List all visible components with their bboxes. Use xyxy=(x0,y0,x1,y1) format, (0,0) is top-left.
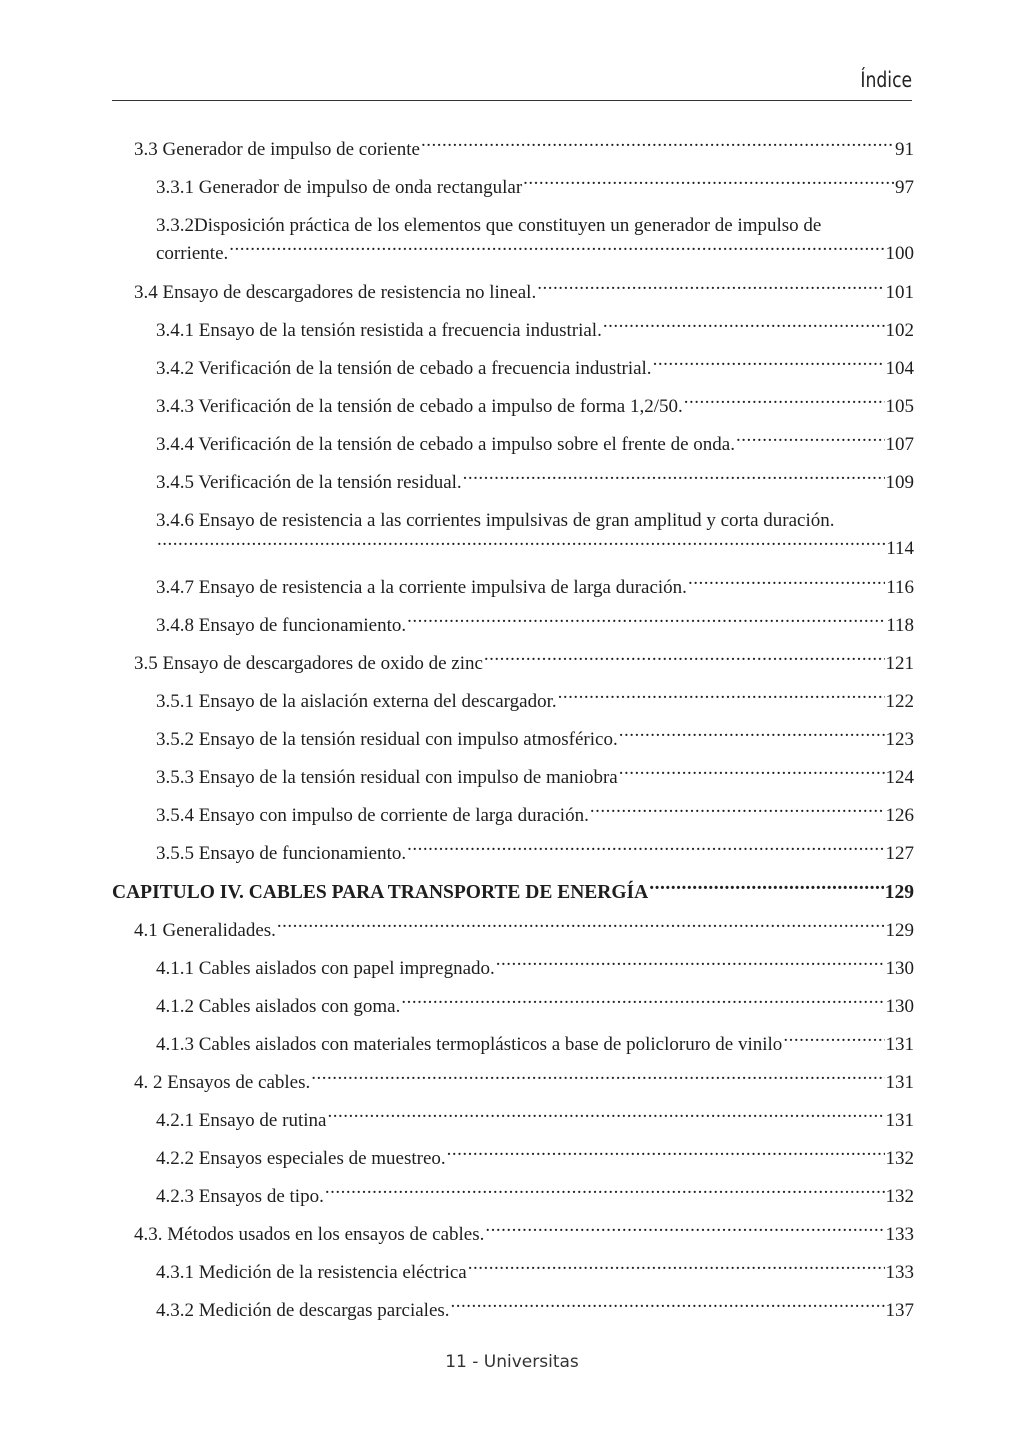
toc-entry[interactable] xyxy=(134,1069,914,1097)
toc-page-number: 137 xyxy=(885,1300,914,1321)
toc-entry-title: 3.5.3 Ensayo de la tensión residual con impulso de maniobra xyxy=(156,767,618,788)
toc-page-number: 131 xyxy=(885,1072,914,1093)
toc-page-number: 91 xyxy=(895,139,914,160)
toc-entry[interactable] xyxy=(156,726,914,754)
toc-entry-title: 4.2.2 Ensayos especiales de muestreo. xyxy=(156,1148,446,1169)
dot-leader xyxy=(649,878,884,898)
dot-leader xyxy=(523,174,894,193)
toc-page-number: 121 xyxy=(885,653,914,674)
dot-leader xyxy=(277,917,885,936)
toc-page-number: 105 xyxy=(885,396,914,417)
toc-page-number: 109 xyxy=(885,472,914,493)
toc-entry[interactable] xyxy=(156,393,914,421)
toc-entry[interactable] xyxy=(156,1145,914,1173)
toc-page-number: 127 xyxy=(885,843,914,864)
toc-entry-title: 3.5.2 Ensayo de la tensión residual con impulso atmosférico. xyxy=(156,729,618,750)
toc-page-number: 133 xyxy=(885,1262,914,1283)
dot-leader xyxy=(653,355,885,374)
toc-entry[interactable] xyxy=(156,1031,914,1059)
page-footer: 11 - Universitas xyxy=(445,1352,579,1372)
toc-entry[interactable] xyxy=(156,612,914,640)
dot-leader xyxy=(407,840,884,859)
toc-page-number: 131 xyxy=(885,1110,914,1131)
toc-entry[interactable] xyxy=(156,469,914,497)
toc-entry[interactable] xyxy=(156,1297,914,1325)
toc-entry[interactable] xyxy=(156,1259,914,1287)
toc-entry[interactable] xyxy=(156,431,914,459)
toc-entry[interactable] xyxy=(134,917,914,945)
toc-entry[interactable] xyxy=(134,650,914,678)
toc-entry-title: 3.3 Generador de impulso de coriente xyxy=(134,139,420,160)
dot-leader xyxy=(157,535,885,554)
toc-entry-title: 4.3. Métodos usados en los ensayos de cables. xyxy=(134,1224,485,1245)
toc-page-number: 102 xyxy=(885,320,914,341)
toc-entry[interactable] xyxy=(156,212,914,268)
dot-leader xyxy=(619,764,885,783)
dot-leader xyxy=(684,393,885,412)
toc-entry[interactable] xyxy=(156,688,914,716)
toc-page-number: 132 xyxy=(885,1186,914,1207)
dot-leader xyxy=(485,1221,884,1240)
toc-entry-title-continued: corriente. xyxy=(156,243,229,264)
dot-leader xyxy=(783,1031,884,1050)
toc-page-number: 116 xyxy=(886,577,914,598)
dot-leader xyxy=(537,279,884,298)
toc-entry-title: 3.4.8 Ensayo de funcionamiento. xyxy=(156,615,407,636)
toc-entry-title: 4.2.3 Ensayos de tipo. xyxy=(156,1186,324,1207)
toc-entry-title: 4.3.1 Medición de la resistencia eléctrica xyxy=(156,1262,467,1283)
toc-page-number: 122 xyxy=(885,691,914,712)
toc-entry[interactable] xyxy=(156,955,914,983)
toc-chapter-title: CAPITULO IV. CABLES PARA TRANSPORTE DE ENERGÍA xyxy=(112,881,649,903)
toc-entry[interactable] xyxy=(134,136,914,164)
toc-page-number: 107 xyxy=(885,434,914,455)
toc-entry[interactable] xyxy=(156,802,914,830)
toc-entry-title: 3.4.1 Ensayo de la tensión resistida a frecuencia industrial. xyxy=(156,320,602,341)
toc-entry-title: 3.4.5 Verificación de la tensión residual. xyxy=(156,472,462,493)
dot-leader xyxy=(421,136,894,155)
toc-page-number: 101 xyxy=(885,282,914,303)
toc-entry-title: 4.1.1 Cables aislados con papel impregnado. xyxy=(156,958,495,979)
toc-page-number: 130 xyxy=(885,958,914,979)
toc-entry-title: 3.4.2 Verificación de la tensión de cebado a frecuencia industrial. xyxy=(156,358,652,379)
toc-page-number: 124 xyxy=(885,767,914,788)
toc-entry-title: 3.4.7 Ensayo de resistencia a la corriente impulsiva de larga duración. xyxy=(156,577,687,598)
dot-leader xyxy=(325,1183,885,1202)
toc-page-number: 97 xyxy=(895,177,914,198)
dot-leader xyxy=(401,993,884,1012)
toc-page-number: 104 xyxy=(885,358,914,379)
toc-chapter-entry[interactable] xyxy=(112,878,914,907)
toc-entry[interactable] xyxy=(134,279,914,307)
toc-page-number: 133 xyxy=(885,1224,914,1245)
toc-page-number: 132 xyxy=(885,1148,914,1169)
dot-leader xyxy=(496,955,885,974)
toc-page-number: 129 xyxy=(885,920,914,941)
toc-page-number: 114 xyxy=(886,538,914,559)
toc-entry-title: 3.4 Ensayo de descargadores de resistencia no lineal. xyxy=(134,282,537,303)
toc-entry[interactable] xyxy=(156,993,914,1021)
toc-entry[interactable] xyxy=(156,507,914,563)
toc-entry[interactable] xyxy=(156,1183,914,1211)
toc-entry[interactable] xyxy=(156,355,914,383)
toc-entry-title: 3.3.1 Generador de impulso de onda rectangular xyxy=(156,177,523,198)
toc-entry-title: 4. 2 Ensayos de cables. xyxy=(134,1072,311,1093)
dot-leader xyxy=(468,1259,885,1278)
toc-page-number: 100 xyxy=(885,243,914,264)
toc-page-number: 131 xyxy=(885,1034,914,1055)
toc-entry-title: 3.5.5 Ensayo de funcionamiento. xyxy=(156,843,407,864)
toc-page-number: 129 xyxy=(884,881,914,903)
running-header-title: Índice xyxy=(860,68,912,92)
toc-entry-title: 3.5 Ensayo de descargadores de oxido de zinc xyxy=(134,653,483,674)
toc-entry-title: 3.5.1 Ensayo de la aislación externa del descargador. xyxy=(156,691,557,712)
toc-entry[interactable] xyxy=(156,574,914,602)
header-rule xyxy=(112,100,912,101)
toc-entry-title: 3.4.3 Verificación de la tensión de cebado a impulso de forma 1,2/50. xyxy=(156,396,683,417)
toc-page-number: 130 xyxy=(885,996,914,1017)
dot-leader xyxy=(619,726,885,745)
dot-leader xyxy=(447,1145,885,1164)
toc-entry-title: 3.4.6 Ensayo de resistencia a las corrientes impulsivas de gran amplitud y corta duración. xyxy=(156,510,835,531)
dot-leader xyxy=(590,802,885,821)
toc-entry[interactable] xyxy=(156,317,914,345)
dot-leader xyxy=(451,1297,885,1316)
dot-leader xyxy=(736,431,885,450)
toc-page-number: 123 xyxy=(885,729,914,750)
toc-entry[interactable] xyxy=(156,1107,914,1135)
dot-leader xyxy=(311,1069,884,1088)
toc-page-number: 126 xyxy=(885,805,914,826)
toc-entry-title: 4.1 Generalidades. xyxy=(134,920,276,941)
toc-entry-title: 4.3.2 Medición de descargas parciales. xyxy=(156,1300,450,1321)
toc-page-number: 118 xyxy=(886,615,914,636)
toc-entry-title: 4.1.2 Cables aislados con goma. xyxy=(156,996,401,1017)
dot-leader xyxy=(688,574,885,593)
toc-entry-title: 4.1.3 Cables aislados con materiales termoplásticos a base de policloruro de vinilo xyxy=(156,1034,783,1055)
dot-leader xyxy=(229,240,884,259)
dot-leader xyxy=(463,469,885,488)
dot-leader xyxy=(558,688,885,707)
toc-entry[interactable] xyxy=(134,1221,914,1249)
dot-leader xyxy=(603,317,885,336)
dot-leader xyxy=(407,612,885,631)
toc-entry[interactable] xyxy=(156,764,914,792)
dot-leader xyxy=(484,650,885,669)
toc-entry[interactable] xyxy=(156,840,914,868)
toc-entry-title: 4.2.1 Ensayo de rutina xyxy=(156,1110,327,1131)
toc-entry[interactable] xyxy=(156,174,914,202)
toc-entry-title: 3.5.4 Ensayo con impulso de corriente de larga duración. xyxy=(156,805,589,826)
toc-entry-title: 3.4.4 Verificación de la tensión de cebado a impulso sobre el frente de onda. xyxy=(156,434,735,455)
dot-leader xyxy=(327,1107,884,1126)
toc-entry-title: 3.3.2Disposición práctica de los elementos que constituyen un generador de impulso de xyxy=(156,215,822,236)
